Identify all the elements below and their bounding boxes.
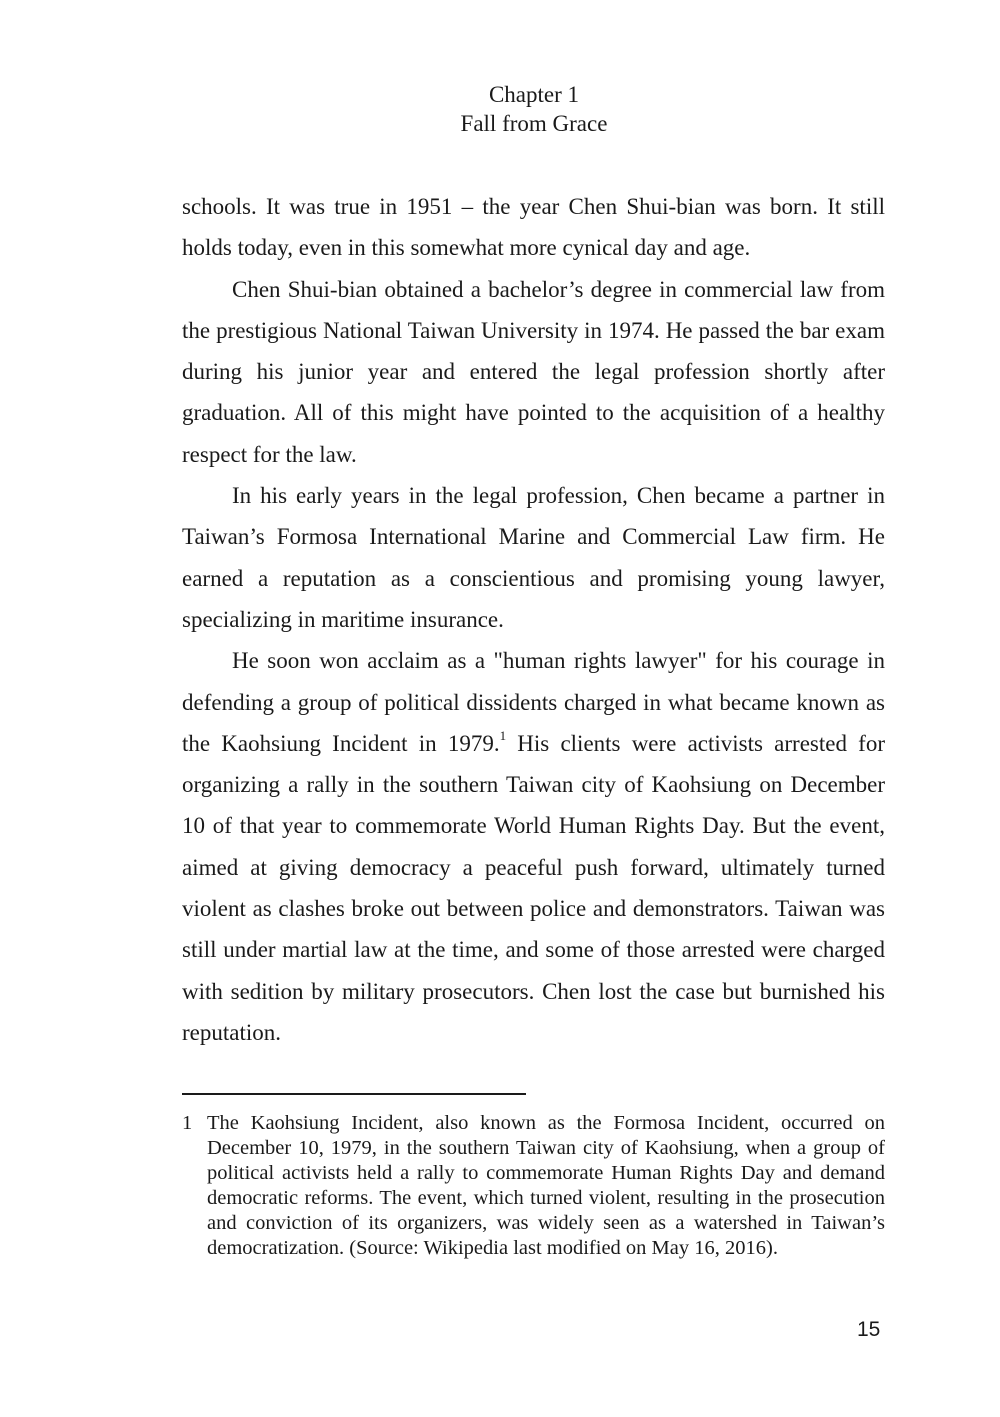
page-number: 15 [857,1318,881,1341]
footnote-number: 1 [182,1112,193,1134]
body-text [182,186,885,1053]
footnote-reference: 1 [499,728,507,744]
footnote [182,1111,885,1261]
paragraph-text: He soon won acclaim as a "human rights lawyer" for his courage in defending a group of political dissidents charged in what became known as the Kaohsiung Incident in 1979. [182,648,885,756]
paragraph [182,640,885,1053]
footnote-divider [182,1093,526,1095]
footnote-text: The Kaohsiung Incident, also known as the Formosa Incident, occurred on December 10, 1979, in the southern Taiwan city of Kaohsiung, when a group of political activists held a rally to commemorate Human Rights Day and demand democratic reforms. The event, which turned violent, resulting in the prosecution and conviction of its organizers, was widely seen as a watershed in Taiwan’s democratization. (Source: Wikipedia last modified on May 16, 2016). [207,1112,885,1259]
chapter-title: Fall from Grace [460,111,608,136]
paragraph: Chen Shui-bian obtained a bachelor’s degree in commercial law from the prestigious National Taiwan University in 1974. He passed the bar exam during his junior year and entered the legal profession shortly after graduation. All of this might have pointed to the acquisition of a healthy respect for the law. [182,276,885,467]
paragraph: In his early years in the legal profession, Chen became a partner in Taiwan’s Formosa International Marine and Commercial Law firm. He earned a reputation as a conscientious and promising young lawyer, specializing in maritime insurance. [182,483,885,632]
paragraph-text: His clients were activists arrested for organizing a rally in the southern Taiwan city of Kaohsiung on December 10 of that year to commemorate World Human Rights Day. But the event, aimed at giving democracy a peaceful push forward, ultimately turned violent as clashes broke out between police and demonstrators. Taiwan was still under martial law at the time, and some of those arrested were charged with sedition by military prosecutors. Chen lost the case but burnished his reputation. [182,730,885,1045]
paragraph-continued: schools. It was true in 1951 – the year Chen Shui-bian was born. It still holds today, even in this somewhat more cynical day and age. [182,194,885,261]
chapter-number: Chapter 1 [488,82,580,107]
running-head [0,80,1000,138]
